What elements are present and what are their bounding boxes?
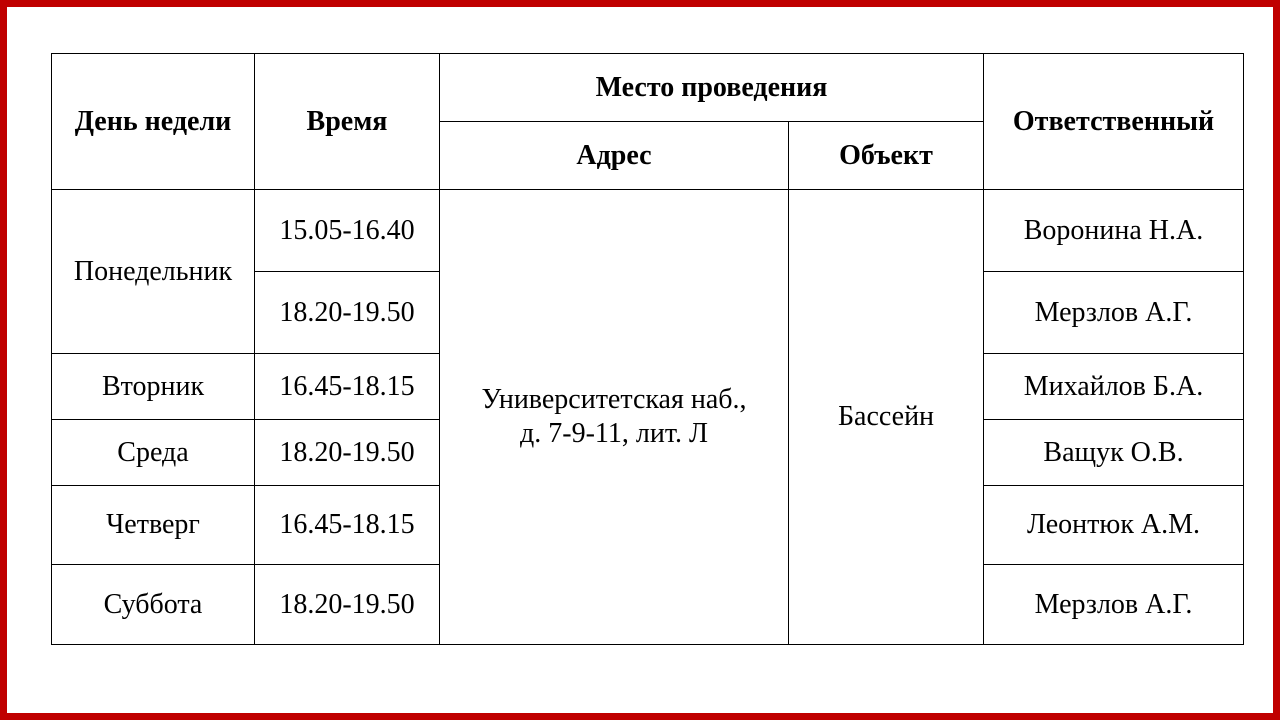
responsible-cell: Мерзлов А.Г.	[984, 272, 1244, 354]
header-address: Адрес	[440, 122, 789, 190]
table-row	[52, 190, 1244, 272]
responsible-cell: Воронина Н.А.	[984, 190, 1244, 272]
day-cell: Понедельник	[52, 190, 255, 354]
responsible-cell: Ващук О.В.	[984, 420, 1244, 486]
responsible-cell: Леонтюк А.М.	[984, 486, 1244, 565]
address-line-2: д. 7-9-11, лит. Л	[520, 418, 708, 449]
day-cell: Суббота	[52, 565, 255, 645]
time-cell: 18.20-19.50	[255, 272, 440, 354]
header-day: День недели	[52, 54, 255, 190]
header-responsible: Ответственный	[984, 54, 1244, 190]
responsible-cell: Михайлов Б.А.	[984, 354, 1244, 420]
day-cell: Среда	[52, 420, 255, 486]
schedule-table	[51, 53, 1244, 645]
header-object: Объект	[789, 122, 984, 190]
header-row	[52, 54, 1244, 122]
day-cell: Четверг	[52, 486, 255, 565]
time-cell: 16.45-18.15	[255, 486, 440, 565]
time-cell: 15.05-16.40	[255, 190, 440, 272]
header-time: Время	[255, 54, 440, 190]
header-venue: Место проведения	[440, 54, 984, 122]
day-cell: Вторник	[52, 354, 255, 420]
address-line-1: Университетская наб.,	[481, 384, 747, 415]
responsible-cell: Мерзлов А.Г.	[984, 565, 1244, 645]
address-cell	[440, 190, 789, 645]
time-cell: 18.20-19.50	[255, 565, 440, 645]
time-cell: 18.20-19.50	[255, 420, 440, 486]
object-cell: Бассейн	[789, 190, 984, 645]
time-cell: 16.45-18.15	[255, 354, 440, 420]
